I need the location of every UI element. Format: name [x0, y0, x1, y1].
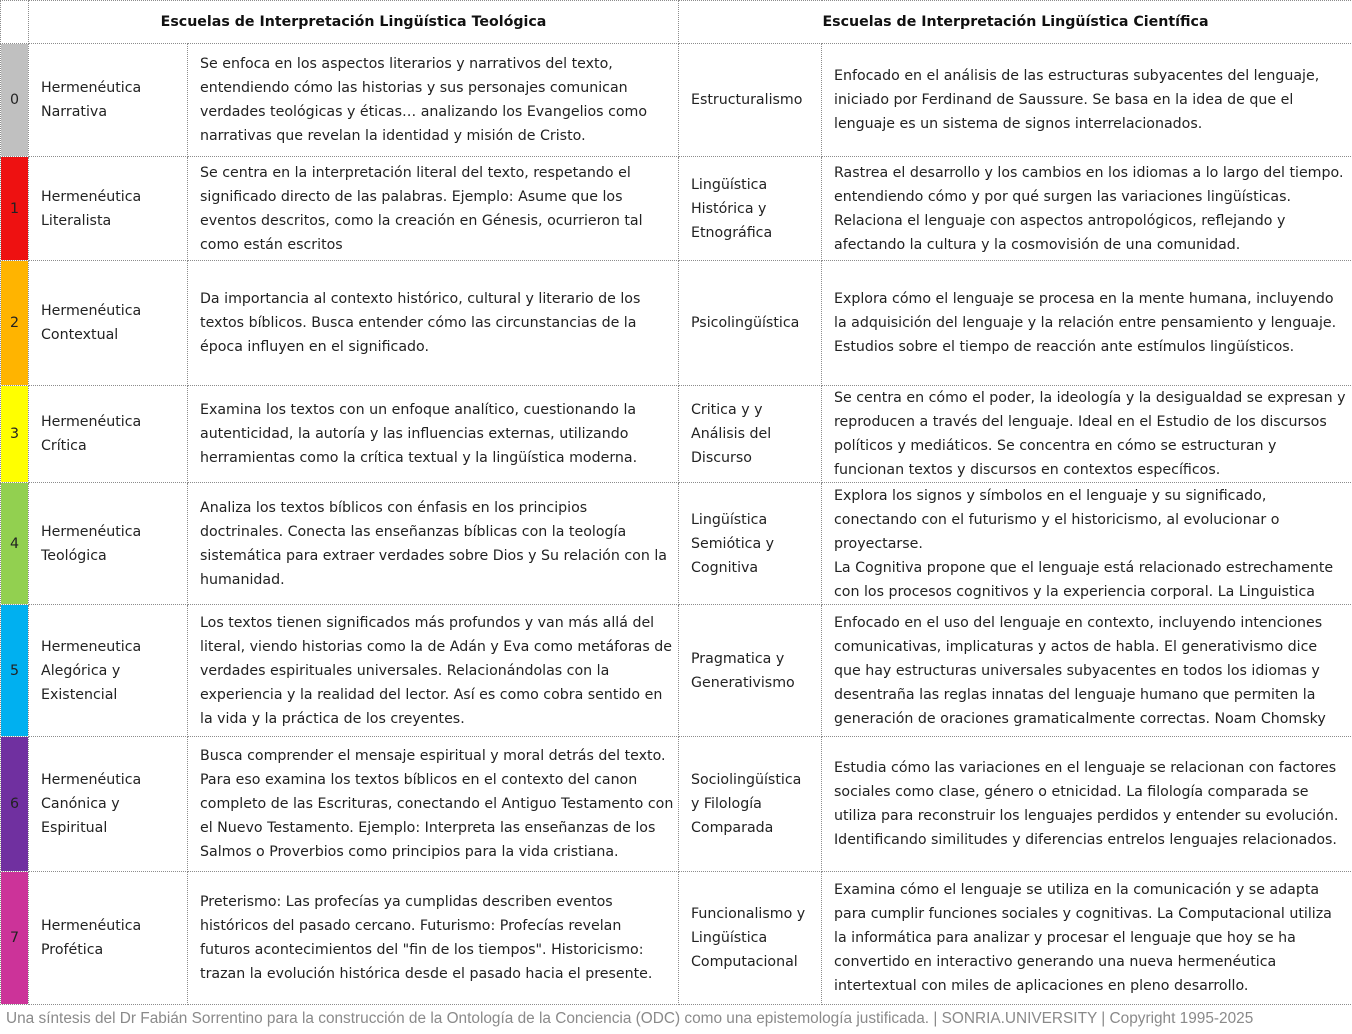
theological-school-description-text: Analiza los textos bíblicos con énfasis en los principios doctrinales. Conecta las enseñanzas bíblicas con la teología sistemática para extraer verdades sobre Dios y Su relación con la humanidad. — [200, 499, 667, 588]
row-index-cell: 2 — [1, 261, 29, 386]
scientific-school-description-text: Examina cómo el lenguaje se utiliza en la comunicación y se adapta para cumplir funciones sociales y cognitivas. La Computacional utiliza la informática para analizar y procesar el lenguaje que hoy se ha convertido en interactivo generando una nueva hermenéutica intertextual con miles de aplicaciones en pleno desarrollo. — [834, 882, 1332, 994]
theological-school-name-text: Hermeneutica Alegórica y Existencial — [41, 638, 142, 703]
scientific-school-name-text: Pragmatica y Generativismo — [691, 650, 795, 691]
scientific-school-description — [822, 386, 1352, 483]
theological-school-description — [188, 605, 679, 737]
school-row — [1, 872, 1352, 1005]
scientific-school-name-text: Lingüística Semiótica y Cognitiva — [691, 511, 775, 576]
scientific-school-description-text: Rastrea el desarrollo y los cambios en los idiomas a lo largo del tiempo. entendiendo cómo y por qué surgen las variaciones lingüísticas. Relaciona el lenguaje con aspectos antropológicos, reflejando y afectando la cultura y la cosmovisión de una comunidad. — [834, 164, 1344, 253]
theological-school-name-text: Hermenéutica Crítica — [41, 414, 142, 454]
theological-school-name — [29, 483, 188, 605]
scientific-school-name-text: Psicolingüística — [691, 315, 800, 331]
theological-school-name — [29, 386, 188, 483]
corner-cell — [1, 1, 29, 44]
theological-school-name — [29, 261, 188, 386]
theological-school-name — [29, 737, 188, 872]
theological-school-name — [29, 44, 188, 157]
theological-school-description-text: Busca comprender el mensaje espiritual y moral detrás del texto. Para eso examina los textos bíblicos en el contexto del canon completo de las Escrituras, conectando el Antiguo Testamento con el Nuevo Testamento. Ejemplo: Interpreta las enseñanzas de los Salmos o Proverbios como principios para la vida cristiana. — [200, 748, 674, 860]
scientific-school-name-text: Funcionalismo y Lingüística Computacional — [691, 906, 806, 970]
scientific-school-name — [679, 872, 822, 1005]
theological-school-name — [29, 605, 188, 737]
theological-school-description — [188, 386, 679, 483]
theological-school-description — [188, 261, 679, 386]
scientific-school-name — [679, 386, 822, 483]
theological-school-name-text: Hermenéutica Teológica — [41, 523, 142, 564]
school-row — [1, 44, 1352, 157]
school-row — [1, 157, 1352, 261]
scientific-school-description-text: Explora cómo el lenguaje se procesa en la mente humana, incluyendo la adquisición del lenguaje y la relación entre pensamiento y lenguaje. Estudios sobre el tiempo de reacción ante estímulos lingüísticos. — [834, 291, 1337, 355]
scientific-school-description — [822, 261, 1352, 386]
school-row — [1, 737, 1352, 872]
scientific-school-name-text: Critica y y Análisis del Discurso — [691, 402, 772, 466]
theological-school-description-text: Se centra en la interpretación literal del texto, respetando el significado directo de las palabras. Ejemplo: Asume que los eventos descritos, como la creación en Génesis, ocurrieron tal como están escritos — [200, 164, 643, 253]
scientific-school-description-text: Estudia cómo las variaciones en el lenguaje se relacionan con factores sociales como clase, género o etnicidad. La filología comparada se utiliza para reconstruir los lenguajes perdidos y entender su evolución. Identificando similitudes y diferencias entrelos lenguajes relacionados. — [834, 760, 1339, 848]
scientific-school-description — [822, 157, 1352, 261]
scientific-school-name — [679, 737, 822, 872]
theological-school-name-text: Hermenéutica Contextual — [41, 303, 142, 343]
school-row — [1, 605, 1352, 737]
theological-school-description — [188, 483, 679, 605]
school-row — [1, 483, 1352, 605]
scientific-school-name — [679, 44, 822, 157]
scientific-school-name — [679, 483, 822, 605]
scientific-school-description — [822, 737, 1352, 872]
scientific-school-name-text: Sociolingüística y Filología Comparada — [691, 772, 802, 836]
row-index-cell: 0 — [1, 44, 29, 157]
footer-credit: Una síntesis del Dr Fabián Sorrentino para la construcción de la Ontología de la Conciencia (ODC) como una epistemología justificada. | SONRIA.UNIVERSITY | Copyright 1995-2025 — [6, 1010, 1254, 1027]
row-index-cell: 5 — [1, 605, 29, 737]
row-index-cell: 6 — [1, 737, 29, 872]
theological-school-description — [188, 737, 679, 872]
theological-school-name-text: Hermenéutica Literalista — [41, 188, 142, 229]
theological-school-description — [188, 872, 679, 1005]
scientific-header: Escuelas de Interpretación Lingüística Científica — [679, 1, 1352, 44]
theological-school-name — [29, 157, 188, 261]
scientific-school-description — [822, 44, 1352, 157]
row-index-cell: 1 — [1, 157, 29, 261]
school-row — [1, 261, 1352, 386]
scientific-school-description-text: Enfocado en el análisis de las estructuras subyacentes del lenguaje, iniciado por Ferdinand de Saussure. Se basa en la idea de que el lenguaje es un sistema de signos interrelacionados. — [834, 68, 1320, 132]
row-index-cell: 7 — [1, 872, 29, 1005]
row-index-cell: 3 — [1, 386, 29, 483]
scientific-school-description — [822, 872, 1352, 1005]
theological-school-name-text: Hermenéutica Profética — [41, 918, 142, 958]
theological-school-description-text: Se enfoca en los aspectos literarios y narrativos del texto, entendiendo cómo las historias y sus personajes comunican verdades teológicas y éticas… analizando los Evangelios como narrativas que revelan la identidad y misión de Cristo. — [200, 56, 648, 144]
theological-school-name — [29, 872, 188, 1005]
scientific-school-name-text: Lingüística Histórica y Etnográfica — [691, 176, 773, 241]
scientific-school-description — [822, 605, 1352, 737]
scientific-school-description — [822, 483, 1352, 605]
scientific-school-name — [679, 157, 822, 261]
scientific-school-description-text: Se centra en cómo el poder, la ideología y la desigualdad se expresan y reproducen a través del lenguaje. Ideal en el Estudio de los discursos políticos y mediáticos. Se concentra en cómo se estructuran y funcionan textos y discursos en contextos específicos. — [834, 390, 1346, 478]
theological-school-name-text: Hermenéutica Canónica y Espiritual — [41, 772, 142, 836]
theological-school-description — [188, 44, 679, 157]
scientific-school-name — [679, 261, 822, 386]
theological-school-description-text: Examina los textos con un enfoque analítico, cuestionando la autenticidad, la autoría y las influencias externas, utilizando herramientas como la crítica textual y la lingüística moderna. — [200, 402, 638, 466]
scientific-school-description-text: Explora los signos y símbolos en el lenguaje y su significado, conectando con el futurismo y el historicismo, al evolucionar o proyectarse. La Cognitiva propone que el lenguaje está relacionado estrechamente con los procesos cognitivos y la experiencia corporal. La Linguistica — [834, 487, 1334, 600]
row-index-cell: 4 — [1, 483, 29, 605]
theological-school-description-text: Los textos tienen significados más profundos y van más allá del literal, viendo historias como la de Adán y Eva como metáforas de verdades espirituales universales. Relacionándolas con la experiencia y la realidad del lector. Así es como cobra sentido en la vida y la práctica de los creyentes. — [200, 614, 672, 727]
scientific-school-name — [679, 605, 822, 737]
header-row — [1, 1, 1352, 44]
theological-school-name-text: Hermenéutica Narrativa — [41, 80, 142, 120]
theological-school-description-text: Da importancia al contexto histórico, cultural y literario de los textos bíblicos. Busca entender cómo las circunstancias de la época influyen en el significado. — [200, 291, 641, 355]
scientific-school-name-text: Estructuralismo — [691, 92, 803, 108]
scientific-school-description-text: Enfocado en el uso del lenguaje en contexto, incluyendo intenciones comunicativas, implicaturas y actos de habla. El generativismo dice que hay estructuras universales subyacentes en todos los idiomas y desentraña las reglas innatas del lenguaje humano que permiten la generación de oraciones gramaticalmente correctas. Noam Chomsky — [834, 614, 1326, 727]
school-row — [1, 386, 1352, 483]
theological-header: Escuelas de Interpretación Lingüística Teológica — [29, 1, 679, 44]
theological-school-description — [188, 157, 679, 261]
theological-school-description-text: Preterismo: Las profecías ya cumplidas describen eventos históricos del pasado cercano. Futurismo: Profecías revelan futuros acontecimientos del "fin de los tiempos". Historicismo: trazan la evolución histórica desde el pasado hacia el presente. — [200, 894, 653, 982]
